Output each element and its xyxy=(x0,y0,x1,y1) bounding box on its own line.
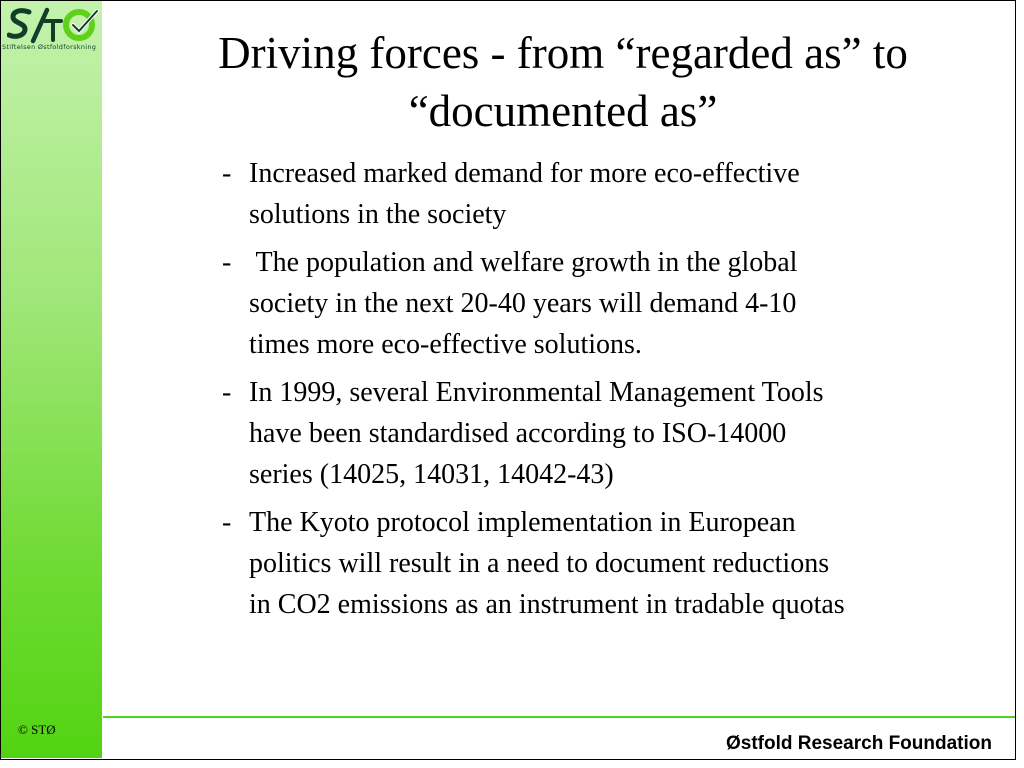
bullet-line: have been standardised according to ISO-14000 xyxy=(249,418,787,449)
sto-logo-mark-icon xyxy=(7,7,101,45)
sidebar-gradient-panel xyxy=(1,1,102,758)
bullet-line: In 1999, several Environmental Management Tools xyxy=(249,377,824,408)
bullet-item xyxy=(222,372,992,495)
logo-caption: Stiftelsen Østfoldforskning xyxy=(2,43,97,51)
bullet-dash: - xyxy=(222,507,232,538)
bullet-line: society in the next 20-40 years will demand 4-10 xyxy=(249,288,797,319)
bullet-item xyxy=(222,502,992,625)
bullet-dash: - xyxy=(222,247,232,278)
logo-slash-glyph xyxy=(33,10,47,41)
bullet-dash: - xyxy=(222,158,232,189)
copyright-text: © STØ xyxy=(18,722,56,737)
title-line-2: “documented as” xyxy=(408,86,718,136)
bullet-item xyxy=(222,242,992,365)
bullet-item xyxy=(222,153,992,235)
bullet-line: times more eco-effective solutions. xyxy=(249,329,642,360)
bullet-line: The Kyoto protocol implementation in European xyxy=(249,507,796,538)
bullet-line: in CO2 emissions as an instrument in tradable quotas xyxy=(249,589,845,620)
logo-s-glyph xyxy=(9,11,29,37)
bullet-line: solutions in the society xyxy=(249,199,507,230)
footer-organization: Østfold Research Foundation xyxy=(725,733,992,754)
title-line-1: Driving forces - from “regarded as” to xyxy=(218,28,908,78)
logo-o-glyph xyxy=(66,12,92,38)
bullet-line: The population and welfare growth in the global xyxy=(249,247,798,278)
bullet-line: politics will result in a need to document reductions xyxy=(249,548,830,579)
bullet-line: Increased marked demand for more eco-effective xyxy=(249,158,800,189)
bullet-list xyxy=(222,153,992,632)
slide-title xyxy=(130,24,996,140)
bullet-line: series (14025, 14031, 14042-43) xyxy=(249,459,614,490)
bullet-dash: - xyxy=(222,377,232,408)
logo-t-glyph xyxy=(45,21,61,40)
footer-divider xyxy=(103,716,1015,718)
